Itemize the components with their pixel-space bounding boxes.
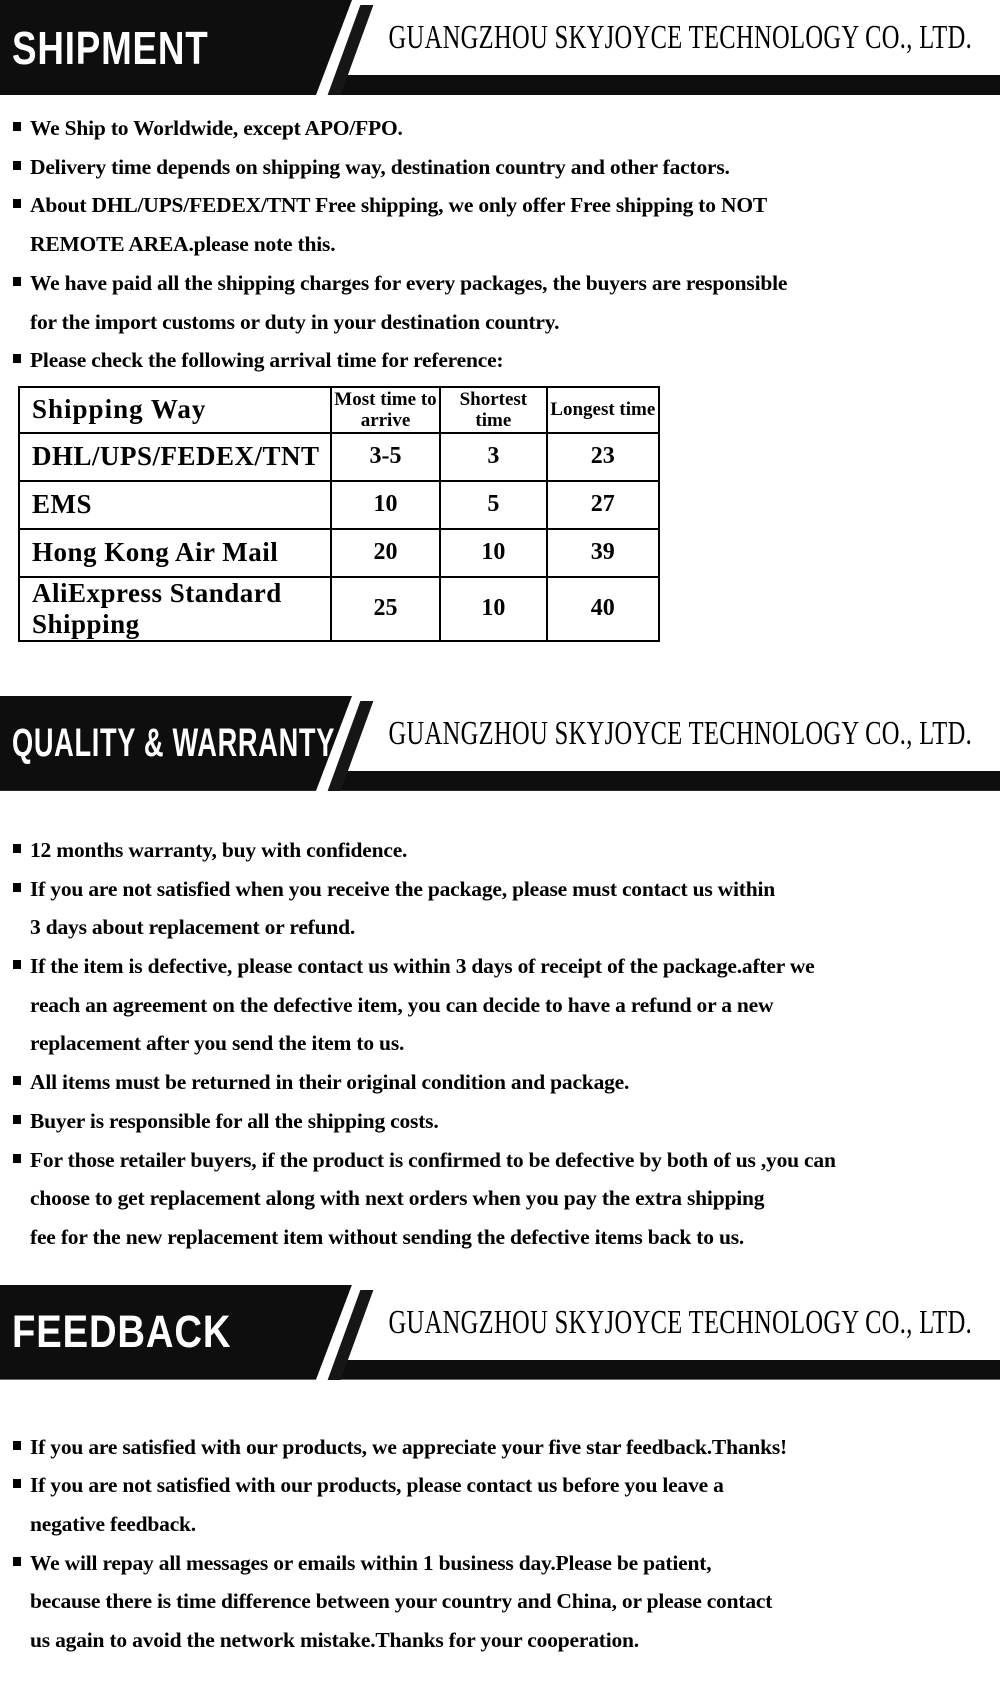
- note-line: [0, 947, 1000, 986]
- note-line: [0, 1024, 1000, 1063]
- banner-bottom-strip: [330, 1360, 1000, 1380]
- quality-notes: [0, 791, 1000, 1257]
- feedback-notes: [0, 1380, 1000, 1660]
- cell-shortest-time: 3: [440, 433, 547, 481]
- cell-shipping-way: DHL/UPS/FEDEX/TNT: [19, 433, 331, 481]
- cell-most-time: 25: [331, 577, 440, 641]
- quality-warranty-banner: [0, 696, 1000, 791]
- note-text: If you are not satisfied when you receive the package, please must contact us within: [30, 876, 776, 901]
- section-title-shipment: SHIPMENT: [12, 21, 209, 74]
- note-text: Buyer is responsible for all the shipping costs.: [30, 1108, 439, 1133]
- table-row: [19, 481, 659, 529]
- cell-longest-time: 23: [547, 433, 659, 481]
- col-header-shortest-time: Shortest time: [440, 387, 547, 433]
- col-header-shipping-way: Shipping Way: [19, 387, 331, 433]
- note-line: [0, 870, 1000, 909]
- company-name-band: [360, 0, 1000, 76]
- spacer: [0, 1257, 1000, 1285]
- note-text: About DHL/UPS/FEDEX/TNT Free shipping, we only offer Free shipping to NOT: [30, 193, 767, 218]
- bullet-square-icon: [13, 354, 21, 363]
- note-line: [0, 186, 1000, 225]
- cell-shipping-way: AliExpress Standard Shipping: [19, 577, 331, 641]
- bullet-square-icon: [13, 199, 21, 208]
- table-header-row: [19, 387, 659, 433]
- note-text: We Ship to Worldwide, except APO/FPO.: [30, 116, 403, 140]
- cell-shipping-way: Hong Kong Air Mail: [19, 529, 331, 577]
- note-text: We will repay all messages or emails within 1 business day.Please be patient,: [30, 1550, 712, 1575]
- bullet-square-icon: [13, 1441, 21, 1450]
- note-line: [0, 986, 1000, 1025]
- cell-most-time: 20: [331, 529, 440, 577]
- note-line: [0, 109, 1000, 148]
- cell-shortest-time: 10: [440, 577, 547, 641]
- cell-shortest-time: 5: [440, 481, 547, 529]
- spacer: [0, 642, 1000, 696]
- bullet-square-icon: [13, 161, 21, 170]
- cell-longest-time: 40: [547, 577, 659, 641]
- company-name: GUANGZHOU SKYJOYCE TECHNOLOGY CO., LTD.: [388, 1303, 972, 1341]
- note-line: [0, 1179, 1000, 1218]
- arrival-time-table: [18, 386, 660, 642]
- col-header-longest-time: Longest time: [547, 387, 659, 433]
- cell-most-time: 3-5: [331, 433, 440, 481]
- bullet-square-icon: [13, 277, 21, 286]
- bullet-square-icon: [13, 1479, 21, 1488]
- note-line: [0, 225, 1000, 264]
- company-name-band: [360, 1285, 1000, 1361]
- note-line: [0, 1544, 1000, 1583]
- feedback-banner: [0, 1285, 1000, 1380]
- note-text: All items must be returned in their original condition and package.: [30, 1070, 630, 1095]
- note-text: choose to get replacement along with next orders when you pay the extra shipping: [30, 1186, 765, 1211]
- note-line: [0, 1621, 1000, 1660]
- note-text: We have paid all the shipping charges for every packages, the buyers are responsible: [30, 270, 788, 295]
- note-text: If you are not satisfied with our products, please contact us before you leave a: [30, 1473, 724, 1498]
- note-text: Delivery time depends on shipping way, destination country and other factors.: [30, 154, 730, 179]
- note-text: for the import customs or duty in your destination country.: [30, 309, 560, 334]
- note-line: [0, 1063, 1000, 1102]
- note-line: [0, 1102, 1000, 1141]
- note-text: because there is time difference between your country and China, or please contact: [30, 1589, 773, 1614]
- company-name: GUANGZHOU SKYJOYCE TECHNOLOGY CO., LTD.: [388, 19, 972, 56]
- note-text: fee for the new replacement item without sending the defective items back to us.: [30, 1224, 745, 1249]
- note-text: negative feedback.: [30, 1512, 196, 1537]
- bullet-square-icon: [13, 883, 21, 892]
- note-line: [0, 1428, 1000, 1467]
- table-row: [19, 529, 659, 577]
- bullet-square-icon: [13, 1557, 21, 1566]
- note-line: [0, 1141, 1000, 1180]
- note-text: If the item is defective, please contact us within 3 days of receipt of the package.after we: [30, 954, 815, 979]
- note-line: [0, 1218, 1000, 1257]
- bullet-square-icon: [13, 960, 21, 969]
- bullet-square-icon: [13, 844, 21, 853]
- section-title-feedback: FEEDBACK: [12, 1306, 232, 1358]
- banner-bottom-strip: [330, 75, 1000, 95]
- note-text: 12 months warranty, buy with confidence.: [30, 837, 408, 862]
- bullet-square-icon: [13, 1076, 21, 1085]
- table-row: [19, 433, 659, 481]
- note-line: [0, 1505, 1000, 1544]
- note-line: [0, 1582, 1000, 1621]
- table-row: [19, 577, 659, 641]
- note-line: [0, 148, 1000, 187]
- note-text: If you are satisfied with our products, we appreciate your five star feedback.Thanks!: [30, 1434, 788, 1459]
- note-text: REMOTE AREA.please note this.: [30, 232, 336, 257]
- note-line: [0, 908, 1000, 947]
- bullet-square-icon: [13, 122, 21, 131]
- note-text: 3 days about replacement or refund.: [30, 915, 356, 940]
- company-name: GUANGZHOU SKYJOYCE TECHNOLOGY CO., LTD.: [388, 714, 972, 752]
- note-line: [0, 831, 1000, 870]
- note-text: For those retailer buyers, if the product is confirmed to be defective by both of us ,you can: [30, 1147, 836, 1172]
- section-title-quality-warranty: QUALITY & WARRANTY: [12, 720, 336, 765]
- note-line: [0, 1466, 1000, 1505]
- note-text: reach an agreement on the defective item, you can decide to have a refund or a new: [30, 992, 774, 1017]
- cell-longest-time: 39: [547, 529, 659, 577]
- cell-shortest-time: 10: [440, 529, 547, 577]
- col-header-most-time: Most time to arrive: [331, 387, 440, 433]
- cell-shipping-way: EMS: [19, 481, 331, 529]
- note-text: Please check the following arrival time for reference:: [30, 348, 504, 373]
- cell-most-time: 10: [331, 481, 440, 529]
- note-text: us again to avoid the network mistake.Thanks for your cooperation.: [30, 1628, 639, 1653]
- bullet-square-icon: [13, 1115, 21, 1124]
- note-text: replacement after you send the item to us.: [30, 1031, 405, 1056]
- bullet-square-icon: [13, 1154, 21, 1163]
- note-line: [0, 303, 1000, 342]
- shipment-notes: [0, 95, 1000, 380]
- shipment-banner: [0, 0, 1000, 95]
- note-line: [0, 264, 1000, 303]
- note-line: [0, 341, 1000, 380]
- cell-longest-time: 27: [547, 481, 659, 529]
